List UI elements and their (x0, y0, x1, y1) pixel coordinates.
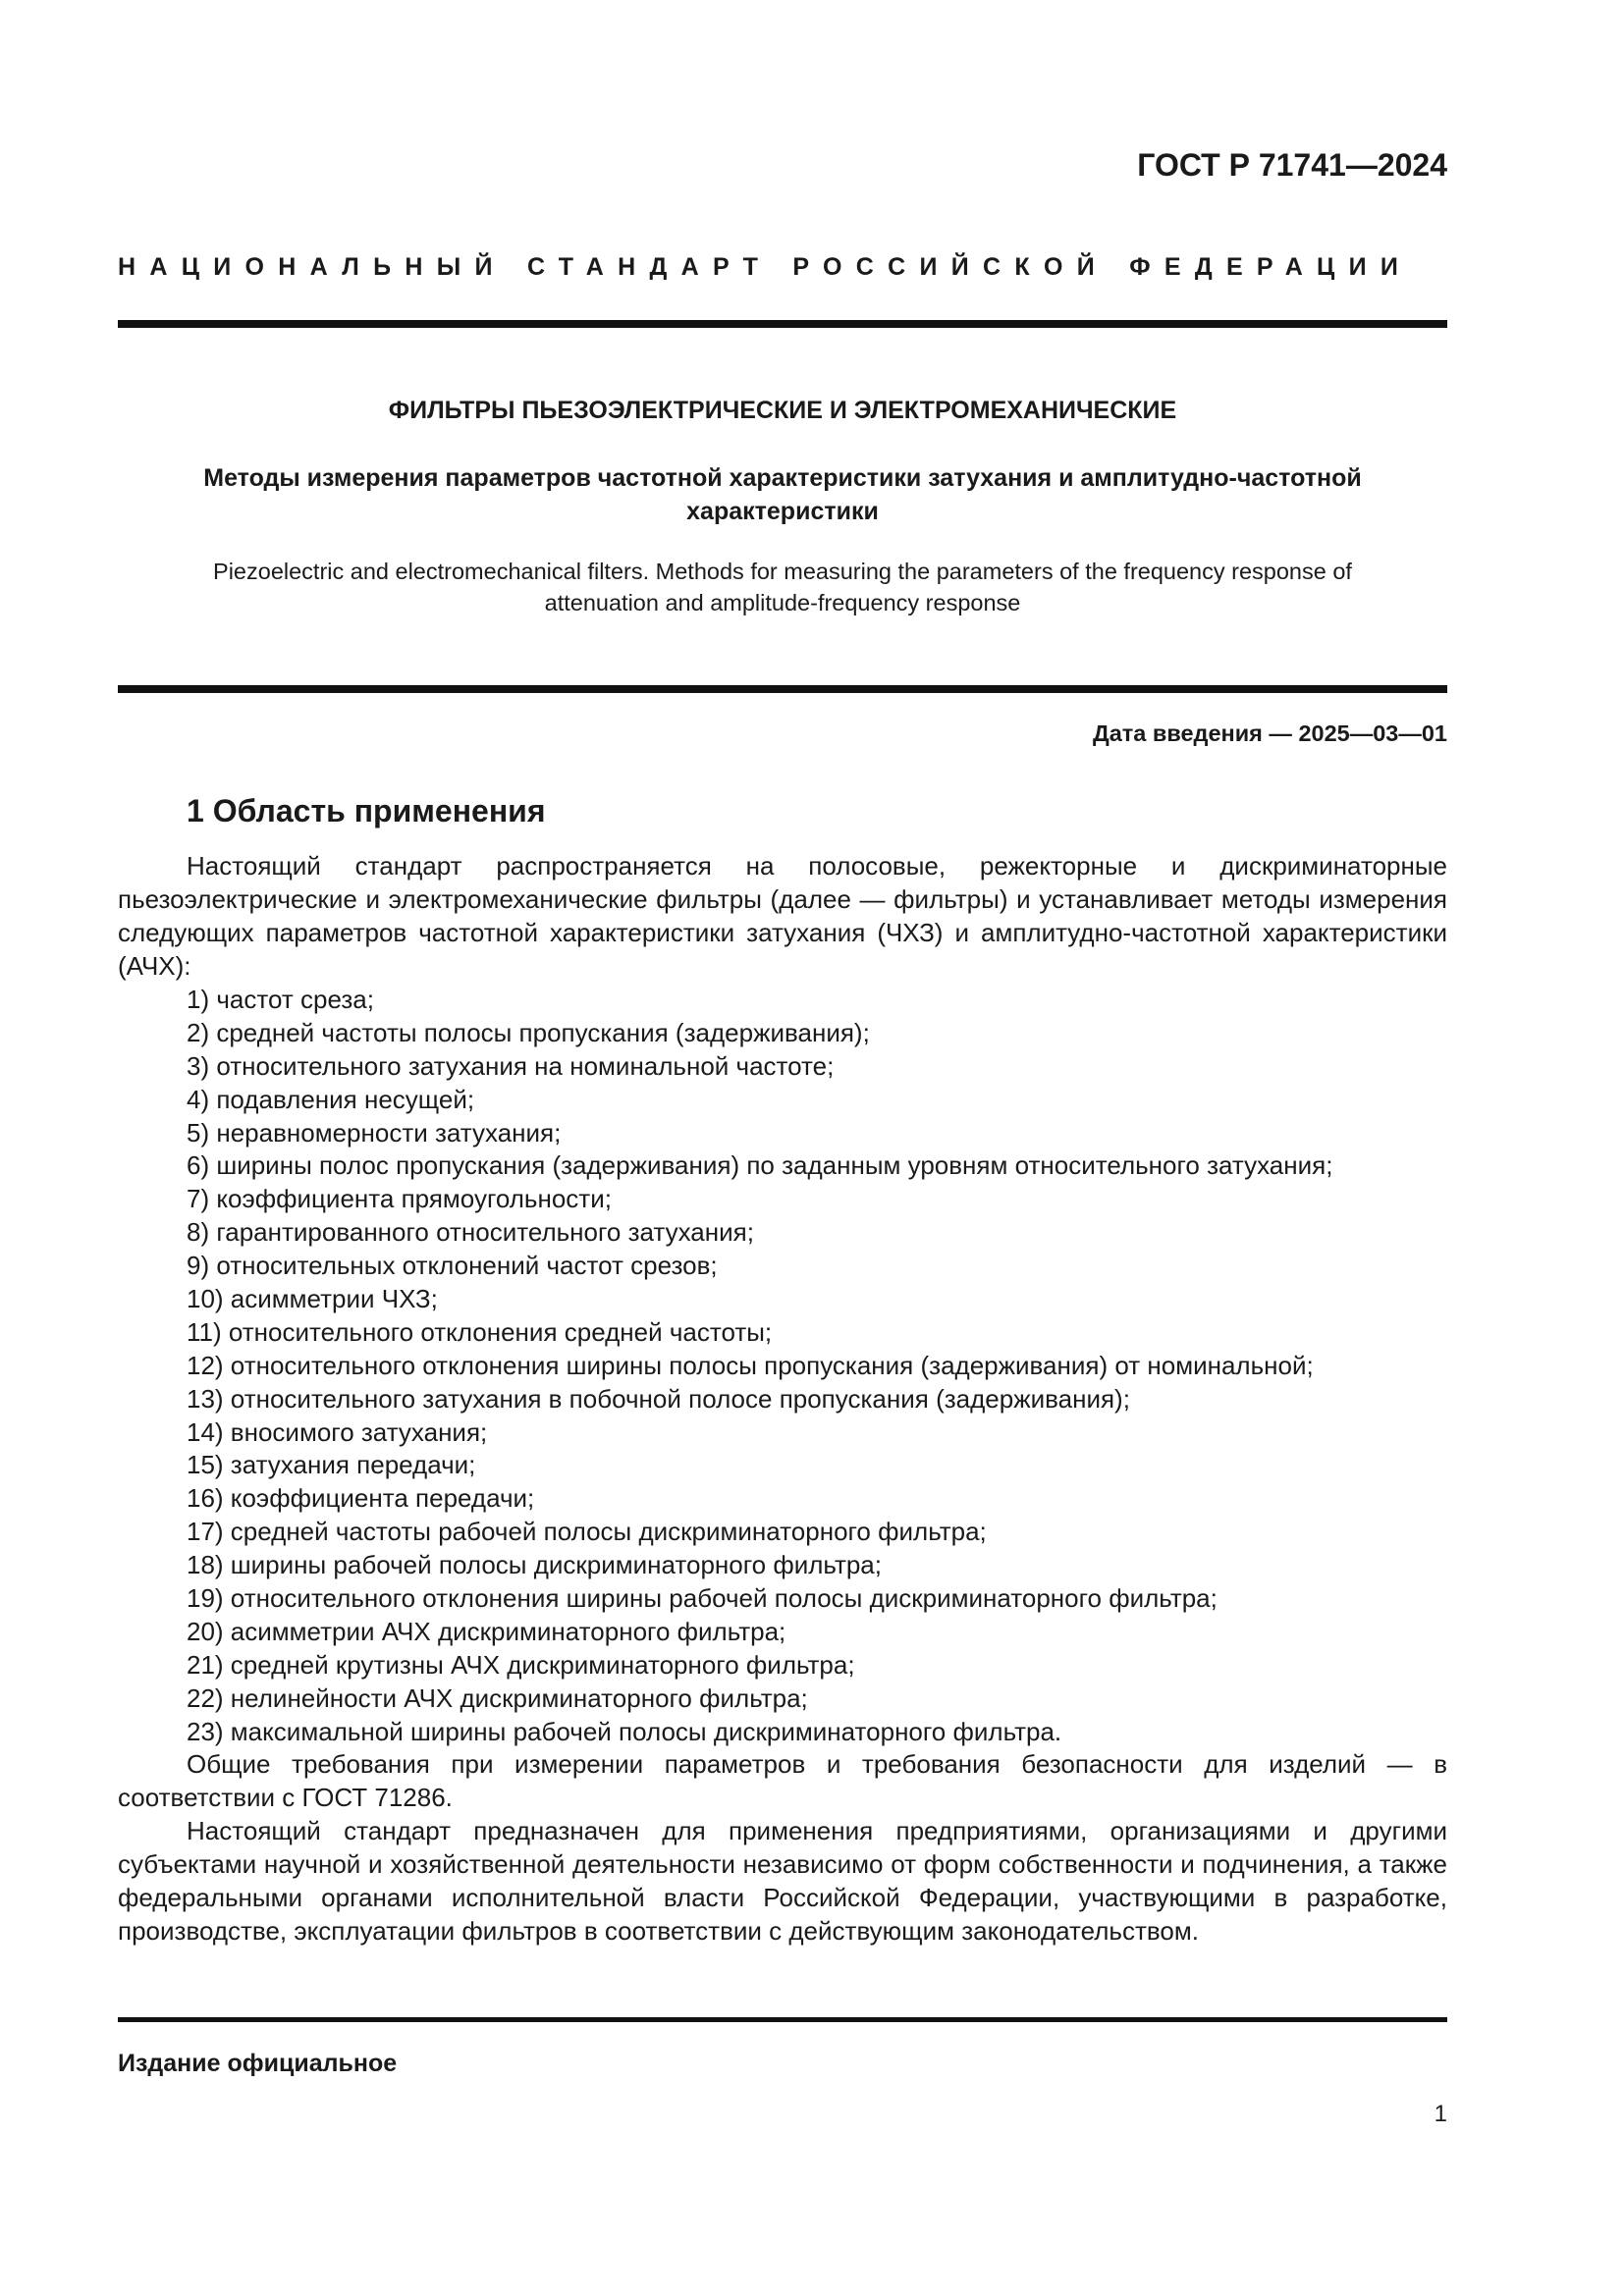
page-number: 1 (1434, 2101, 1447, 2127)
list-item: 6) ширины полос пропускания (задерживания) по заданным уровням относительного затухания; (187, 1150, 1333, 1181)
list-item: 8) гарантированного относительного затухания; (187, 1217, 754, 1248)
general-requirements-paragraph: Общие требования при измерении параметров и требования безопасности для изделий — в соответствии с ГОСТ 71286. (118, 1749, 1447, 1812)
footer-divider (118, 2017, 1447, 2022)
list-item: 11) относительного отклонения средней частоты; (187, 1316, 773, 1347)
list-item: 16) коэффициента передачи; (187, 1483, 535, 1514)
list-item: 3) относительного затухания на номинальной частоте; (187, 1050, 835, 1081)
list-item: 5) неравномерности затухания; (187, 1117, 562, 1148)
list-item: 20) асимметрии АЧХ дискриминаторного фильтра; (187, 1616, 786, 1646)
official-edition-label: Издание официальное (118, 2050, 398, 2077)
list-item: 7) коэффициента прямоугольности; (187, 1184, 612, 1214)
list-item: 19) относительного отклонения ширины рабочей полосы дискриминаторного фильтра; (187, 1583, 1218, 1614)
list-item: 23) максимальной ширины рабочей полосы дискриминаторного фильтра. (187, 1716, 1062, 1746)
list-item: 18) ширины рабочей полосы дискриминаторного фильтра; (187, 1550, 882, 1580)
introduction-date: Дата введения — 2025—03—01 (1092, 721, 1447, 746)
intro-text: Настоящий стандарт распространяется на полосовые, режекторные и дискриминаторные пьезоэлектрические и электромеханические фильтры (далее — фильтры) и устанавливает методы измерения следующих параметров частотной характеристики затухания (ЧХЗ) и амплитудно-частотной характеристики (АЧХ): (118, 851, 1447, 981)
list-item: 13) относительного затухания в побочной полосе пропускания (задерживания); (187, 1383, 1130, 1414)
list-item: 4) подавления несущей; (187, 1084, 475, 1114)
list-item: 17) средней частоты рабочей полосы дискриминаторного фильтра; (187, 1517, 987, 1547)
document-number: ГОСТ Р 71741—2024 (1137, 147, 1447, 183)
section-title: 1 Область применения (187, 793, 546, 828)
list-item: 14) вносимого затухания; (187, 1416, 488, 1447)
list-item: 15) затухания передачи; (187, 1450, 476, 1480)
parameters-list (187, 984, 1447, 1748)
english-title: Piezoelectric and electromechanical filters. Methods for measuring the parameters of the frequency response of attenuation and amplitude-frequency response (213, 559, 1352, 615)
list-item: 1) частот среза; (187, 985, 374, 1014)
list-item: 2) средней частоты полосы пропускания (задерживания); (187, 1017, 870, 1047)
title-divider (118, 685, 1447, 693)
list-item: 9) относительных отклонений частот срезов; (187, 1251, 718, 1281)
list-item: 21) средней крутизны АЧХ дискриминаторного фильтра; (187, 1649, 855, 1680)
header-divider (118, 320, 1447, 328)
document-title: ФИЛЬТРЫ ПЬЕЗОЭЛЕКТРИЧЕСКИЕ И ЭЛЕКТРОМЕХАНИЧЕСКИЕ (388, 397, 1177, 424)
list-item: 12) относительного отклонения ширины полосы пропускания (задерживания) от номинальной; (187, 1350, 1314, 1380)
national-standard-heading: НАЦИОНАЛЬНЫЙ СТАНДАРТ РОССИЙСКОЙ ФЕДЕРАЦИИ (118, 253, 1413, 281)
document-subtitle: Методы измерения параметров частотной характеристики затухания и амплитудно-частотной характеристики (203, 464, 1362, 525)
purpose-paragraph: Настоящий стандарт предназначен для применения предприятиями, организациями и другими субъектами научной и хозяйственной деятельности независимо от форм собственности и подчинения, а также федеральными органами исполнительной власти Российской Федерации, участвующими в разработке, производстве, эксплуатации фильтров в соответствии с действующим законодательством. (118, 1815, 1447, 1946)
list-item: 22) нелинейности АЧХ дискриминаторного фильтра; (187, 1682, 808, 1713)
closing-paragraphs (118, 1748, 1447, 1948)
scope-intro-paragraph (118, 850, 1447, 984)
list-item: 10) асимметрии ЧХЗ; (187, 1284, 438, 1314)
